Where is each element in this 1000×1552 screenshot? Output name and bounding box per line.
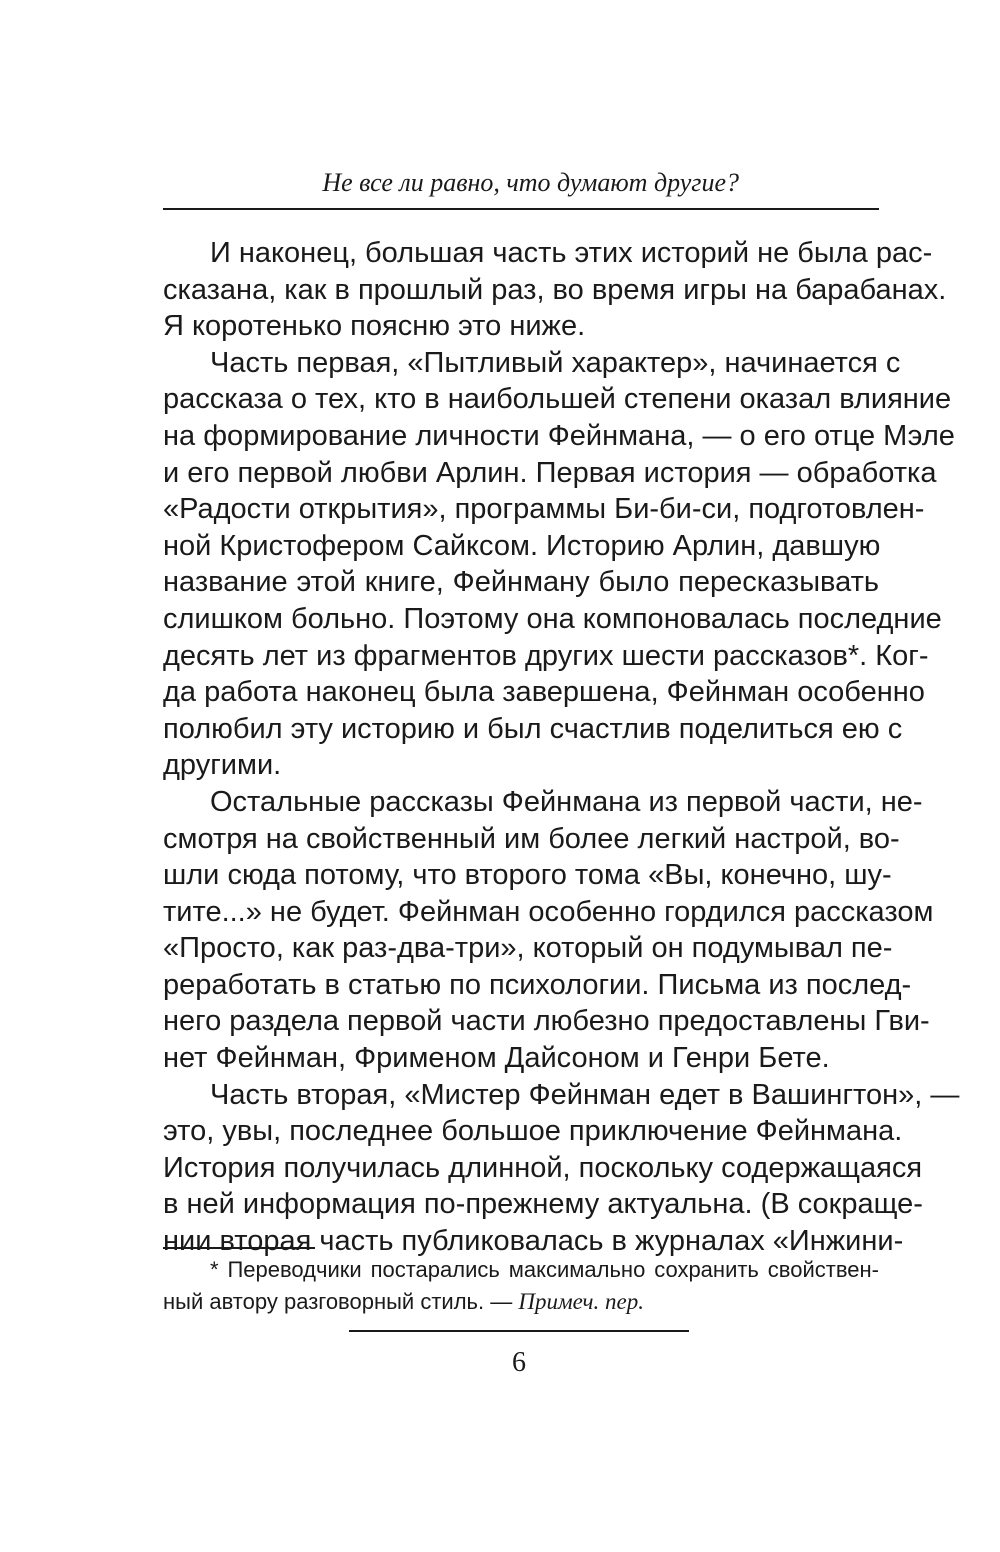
- text-line: название этой книге, Фейнману было пересказывать: [163, 566, 879, 599]
- footnote-text: ный автору разговорный стиль. —: [163, 1289, 519, 1314]
- page-number: 6: [512, 1347, 526, 1378]
- text-line: рассказа о тех, кто в наибольшей степени оказал влияние: [163, 383, 952, 416]
- text-line: ной Кристофером Сайксом. Историю Арлин, давшую: [163, 529, 881, 562]
- text-line: десять лет из фрагментов других шести рассказов*. Ког-: [163, 639, 929, 672]
- text-line: тите...» не будет. Фейнман особенно гордился рассказом: [163, 895, 934, 928]
- footnote: [163, 1254, 879, 1318]
- text-line: нии вторая часть публиковалась в журналах «Инжини-: [163, 1225, 904, 1258]
- text-line: История получилась длинной, поскольку содержащаяся: [163, 1151, 923, 1184]
- text-line: Часть первая, «Пытливый характер», начинается с: [210, 346, 901, 379]
- text-line: Часть вторая, «Мистер Фейнман едет в Вашингтон», —: [210, 1078, 960, 1111]
- text-line: в ней информация по-прежнему актуальна. (В сокраще-: [163, 1188, 923, 1221]
- text-line: «Радости открытия», программы Би-би-си, подготовлен-: [163, 493, 925, 526]
- text-line: полюбил эту историю и был счастлив поделиться ею с: [163, 712, 903, 745]
- paragraph-1: [163, 235, 947, 345]
- text-line: И наконец, большая часть этих историй не была рас-: [210, 237, 933, 269]
- body-text: [163, 235, 960, 1260]
- text-line: другими.: [163, 749, 282, 782]
- text-line: это, увы, последнее большое приключение Фейнмана.: [163, 1115, 903, 1148]
- header-rule: [163, 208, 879, 210]
- bottom-rule: [349, 1330, 689, 1332]
- text-line: на формирование личности Фейнмана, — о его отце Мэле: [163, 419, 955, 452]
- text-line: шли сюда потому, что второго тома «Вы, конечно, шу-: [163, 859, 892, 892]
- footnote-rule: [163, 1247, 315, 1249]
- text-line: и его первой любви Арлин. Первая история — обработка: [163, 456, 937, 489]
- text-line: него раздела первой части любезно предоставлены Гви-: [163, 1005, 930, 1038]
- paragraph-2: [163, 345, 955, 784]
- footnote-line: [163, 1286, 879, 1318]
- footnote-line: * Переводчики постарались максимально сохранить свойствен-: [210, 1257, 879, 1282]
- text-line: Остальные рассказы Фейнмана из первой части, не-: [210, 785, 923, 818]
- text-line: слишком больно. Поэтому она компоновалась последние: [163, 602, 942, 635]
- paragraph-3: [163, 784, 934, 1077]
- text-line: сказана, как в прошлый раз, во время игры на барабанах.: [163, 273, 947, 306]
- text-line: «Просто, как раз-два-три», который он подумывал пе-: [163, 932, 893, 965]
- text-line: реработать в статью по психологии. Письма из послед-: [163, 968, 912, 1001]
- text-line: да работа наконец была завершена, Фейнман особенно: [163, 676, 925, 709]
- running-header: Не все ли равно, что думают другие?: [322, 168, 739, 197]
- translator-note: Примеч. пер.: [518, 1289, 644, 1314]
- text-line: нет Фейнман, Фрименом Дайсоном и Генри Бете.: [163, 1042, 830, 1075]
- text-line: смотря на свойственный им более легкий настрой, во-: [163, 822, 900, 855]
- text-line: Я коротенько поясню это ниже.: [163, 310, 586, 343]
- paragraph-4: [163, 1077, 960, 1260]
